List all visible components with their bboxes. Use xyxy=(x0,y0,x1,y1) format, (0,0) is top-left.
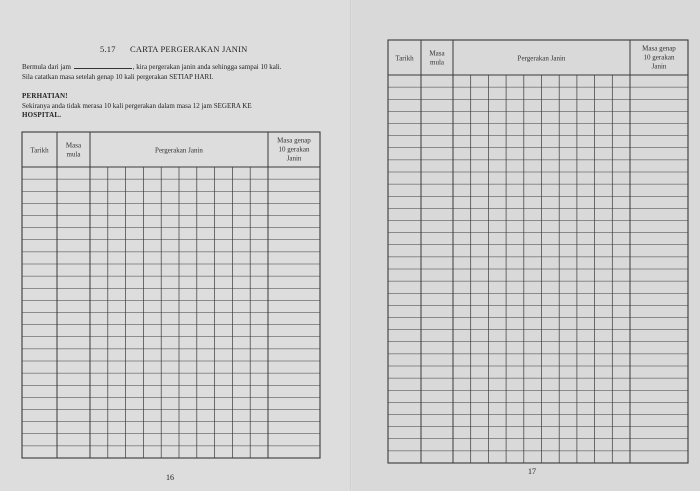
attention-title: PERHATIAN! xyxy=(22,92,68,100)
table-grid-left xyxy=(22,132,320,458)
header-start-time-1: Masa xyxy=(65,141,82,150)
header-date: Tarikh xyxy=(30,146,49,155)
page-number-left: 16 xyxy=(166,473,174,482)
header-start-time-2: mula xyxy=(430,58,444,67)
header-complete-1: Masa genap xyxy=(277,136,311,145)
page-right xyxy=(352,0,700,491)
attention-line-1: Sekiranya anda tidak merasa 10 kali pergerakan dalam masa 12 jam SEGERA KE xyxy=(22,101,252,110)
page-number-right: 17 xyxy=(528,467,536,476)
header-complete-3: Janin xyxy=(286,154,302,163)
header-complete-2: 10 gerakan xyxy=(278,145,310,154)
instruction-rest: , kira pergerakan janin anda sehingga sampai 10 kali. xyxy=(132,63,282,71)
header-complete-3: Janin xyxy=(651,62,667,71)
heading-number: 5.17 xyxy=(100,44,116,54)
instruction-start: Bermula dari jam xyxy=(22,63,71,71)
header-start-time-1: Masa xyxy=(429,49,445,58)
header-start-time-2: mula xyxy=(66,150,81,159)
header-movements: Pergerakan Janin xyxy=(155,146,203,155)
table-border xyxy=(22,132,320,458)
heading-title: CARTA PERGERAKAN JANIN xyxy=(130,44,248,54)
movement-table-right xyxy=(352,0,700,491)
header-movements: Pergerakan Janin xyxy=(517,54,566,63)
attention-line-2: HOSPITAL. xyxy=(22,111,62,119)
table-grid-right xyxy=(388,40,688,463)
instruction-line-2: Sila catatkan masa setelah genap 10 kali pergerakan SETIAP HARI. xyxy=(22,72,214,81)
header-complete-2: 10 gerakan xyxy=(643,53,675,62)
header-date: Tarikh xyxy=(395,54,414,63)
header-complete-1: Masa genap xyxy=(642,44,676,53)
table-border xyxy=(388,40,688,463)
